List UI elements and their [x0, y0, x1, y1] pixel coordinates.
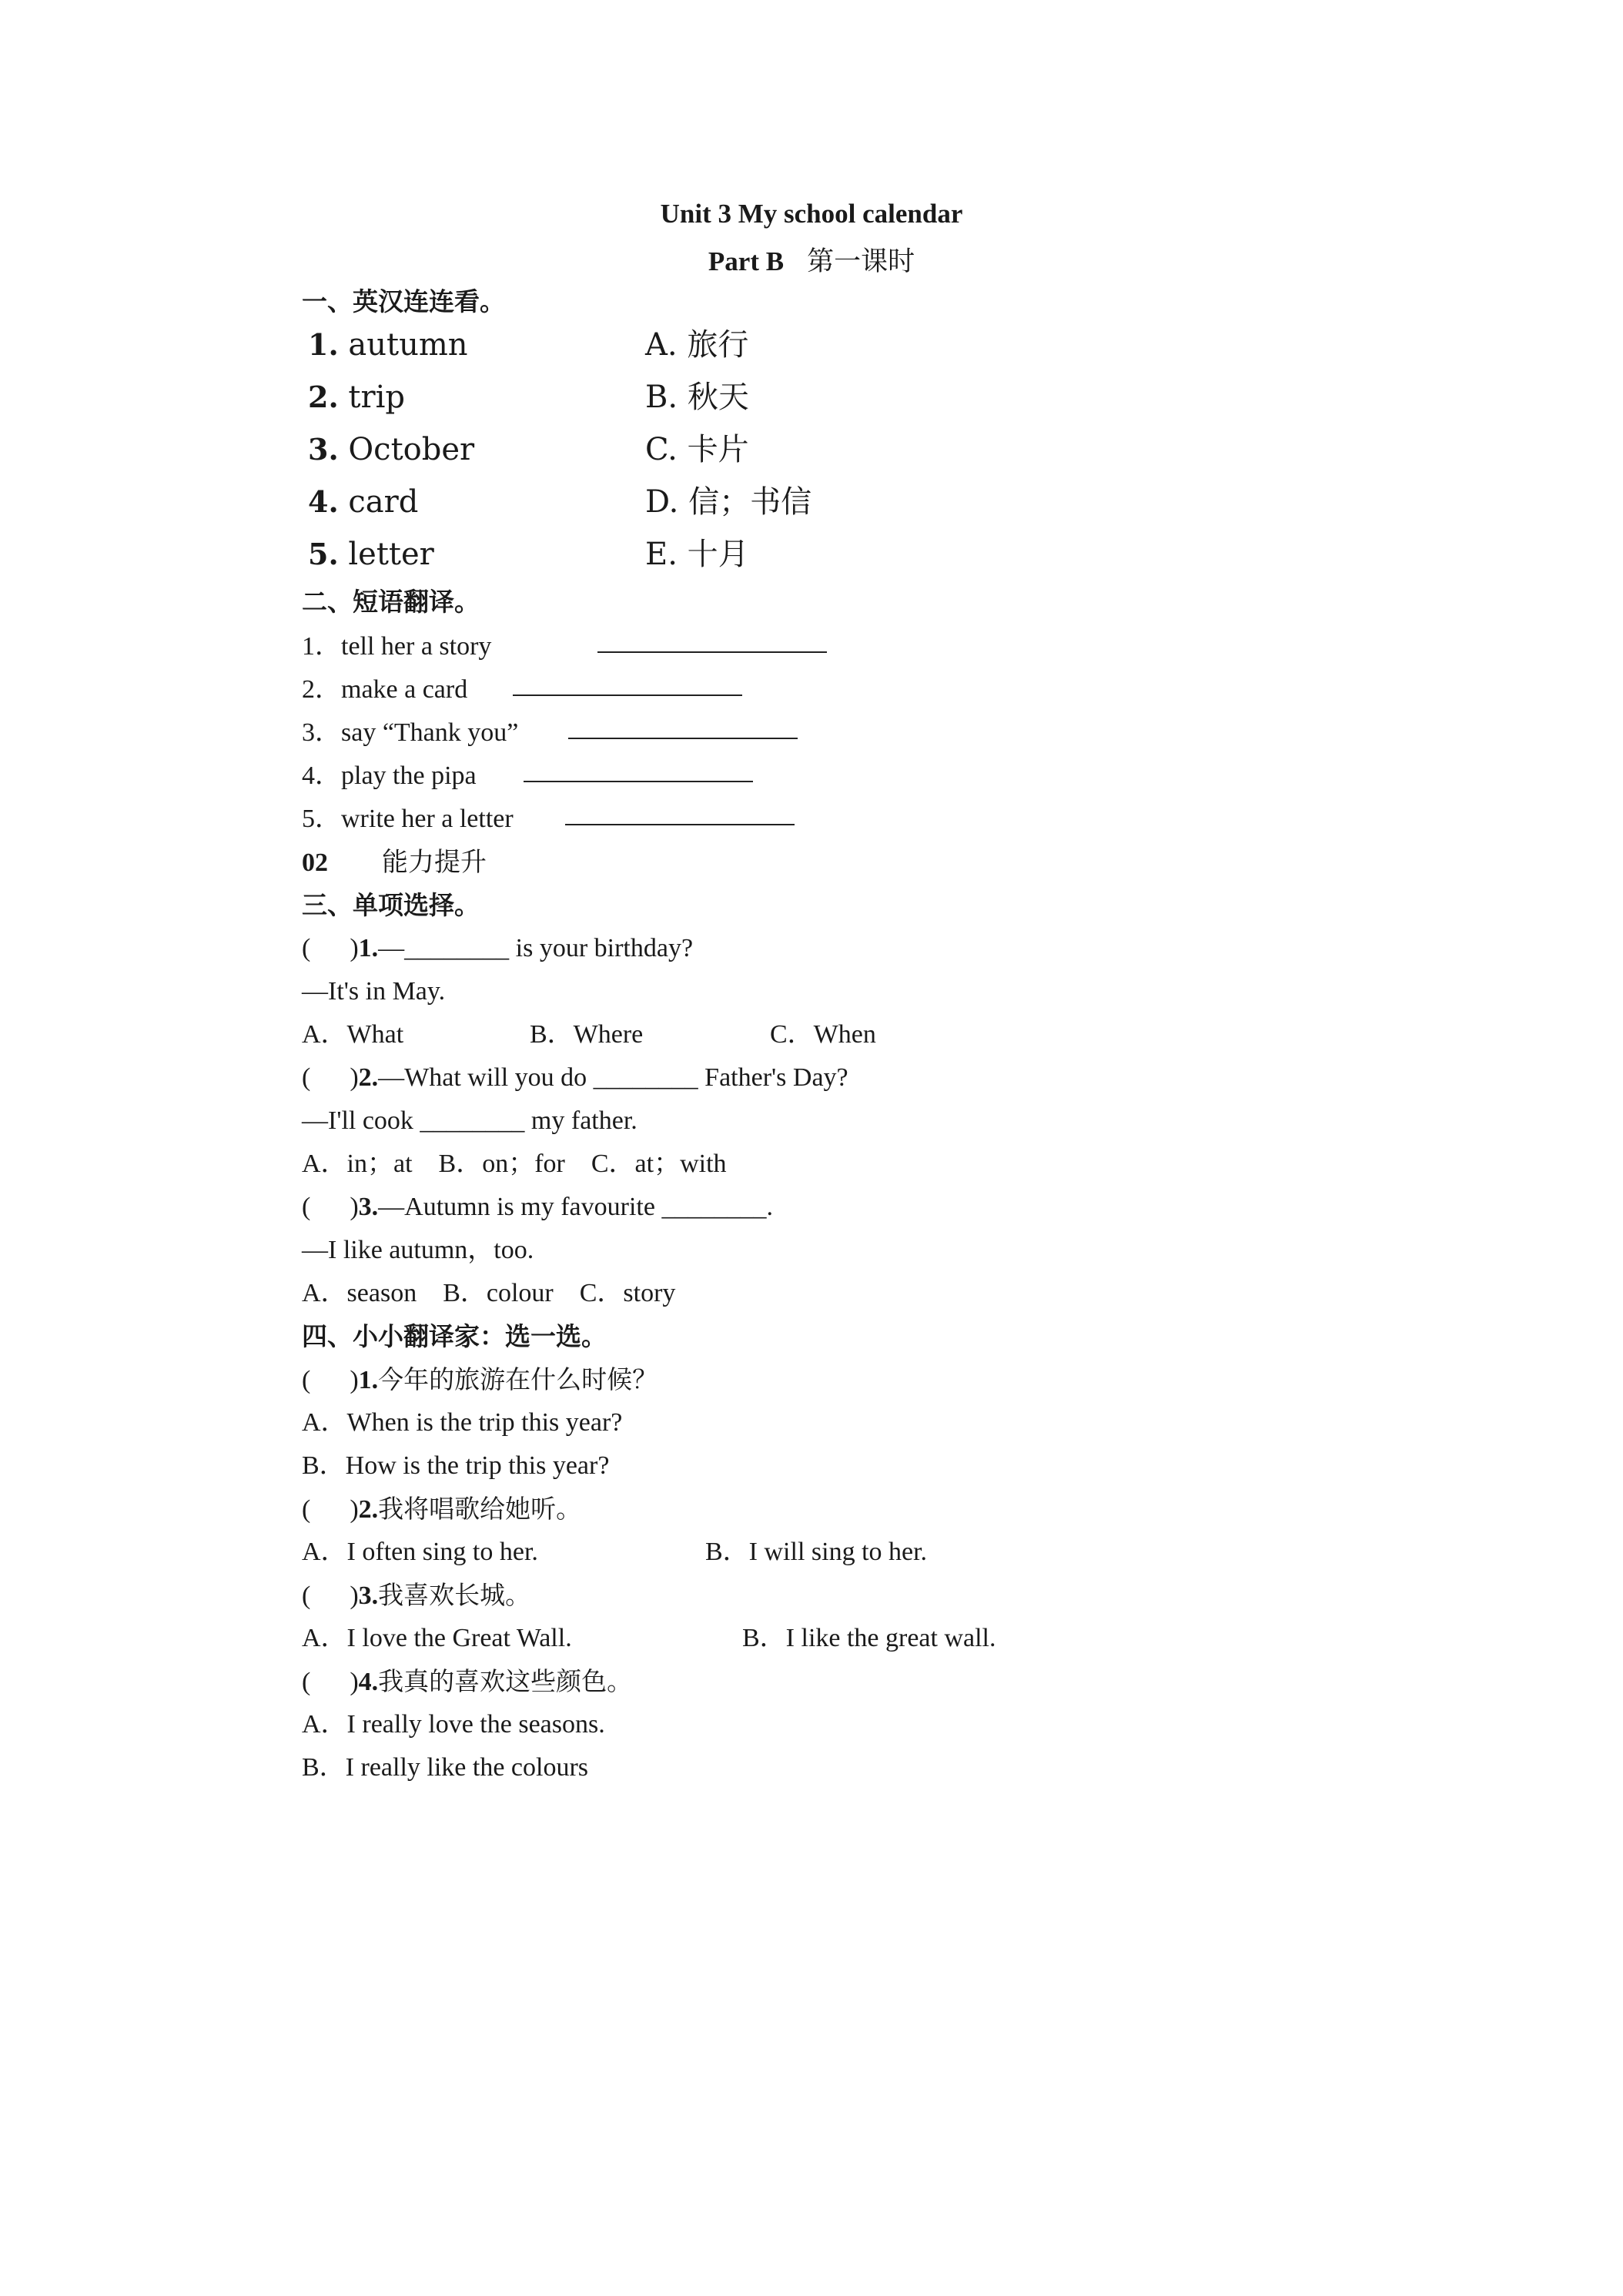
tr-q1-option-b: B．How is the trip this year?	[302, 1451, 610, 1480]
tr-q4-option-b: B．I really like the colours	[302, 1753, 589, 1782]
mc-q1-option-a: A．What	[302, 1020, 404, 1049]
mc-q3: ( )3.—Autumn is my favourite ________.	[302, 1193, 773, 1221]
match-right-e: E. 十月	[645, 537, 749, 572]
tr-q2: ( )2.我将唱歌给她听。	[302, 1494, 582, 1524]
level-label: 02 能力提升	[302, 847, 487, 878]
phrase-3: 3．say “Thank you”	[302, 718, 519, 747]
section4-heading: 四、小小翻译家：选一选。	[302, 1321, 607, 1351]
match-left-5: 5. letter	[308, 537, 434, 572]
tr-q3-option-b: B．I like the great wall.	[742, 1624, 996, 1652]
match-left-4: 4. card	[308, 484, 419, 520]
section3-heading: 三、单项选择。	[302, 890, 480, 920]
page-subtitle	[0, 240, 1623, 279]
tr-q4-option-a: A．I really love the seasons.	[302, 1710, 605, 1739]
phrase-1-blank[interactable]	[597, 651, 827, 653]
phrase-4-blank[interactable]	[524, 781, 753, 782]
mc-q2-answer: —I'll cook ________ my father.	[302, 1106, 637, 1135]
mc-q3-options: A．season B．colour C．story	[302, 1279, 676, 1307]
match-right-d: D. 信；书信	[645, 484, 812, 520]
tr-q1-option-a: A．When is the trip this year?	[302, 1408, 623, 1437]
tr-q2-option-b: B．I will sing to her.	[705, 1538, 928, 1566]
part-label: Part B	[708, 246, 785, 276]
section1-heading: 一、英汉连连看。	[302, 286, 505, 316]
section2-heading: 二、短语翻译。	[302, 587, 480, 617]
phrase-5: 5．write her a letter	[302, 805, 514, 833]
mc-q1-option-c: C．When	[770, 1020, 876, 1049]
phrase-5-blank[interactable]	[565, 824, 795, 825]
phrase-1: 1．tell her a story	[302, 632, 492, 661]
mc-q2-options: A．in；at B．on；for C．at；with	[302, 1150, 727, 1178]
tr-q3: ( )3.我喜欢长城。	[302, 1580, 531, 1610]
tr-q2-option-a: A．I often sing to her.	[302, 1538, 538, 1566]
phrase-2-blank[interactable]	[513, 694, 742, 696]
mc-q3-answer: —I like autumn，too.	[302, 1236, 534, 1264]
match-left-2: 2. trip	[308, 380, 405, 415]
phrase-3-blank[interactable]	[568, 738, 798, 739]
mc-q2: ( )2.—What will you do ________ Father's Day?	[302, 1063, 848, 1092]
match-right-b: B. 秋天	[645, 380, 749, 415]
match-left-3: 3. October	[308, 432, 475, 467]
tr-q4: ( )4.我真的喜欢这些颜色。	[302, 1666, 633, 1696]
phrase-4: 4．play the pipa	[302, 761, 477, 790]
mc-q1-option-b: B．Where	[530, 1020, 644, 1049]
tr-q3-option-a: A．I love the Great Wall.	[302, 1624, 572, 1652]
mc-q1-answer: —It's in May.	[302, 977, 446, 1006]
phrase-2: 2．make a card	[302, 675, 468, 704]
match-right-a: A. 旅行	[645, 327, 749, 363]
tr-q1: ( )1.今年的旅游在什么时候？	[302, 1364, 658, 1394]
match-left-1: 1. autumn	[308, 327, 468, 363]
lesson-label: 第一课时	[807, 246, 915, 277]
mc-q1: ( )1.—________ is your birthday?	[302, 934, 694, 962]
match-right-c: C. 卡片	[645, 432, 749, 467]
page-title: Unit 3 My school calendar	[660, 199, 963, 229]
